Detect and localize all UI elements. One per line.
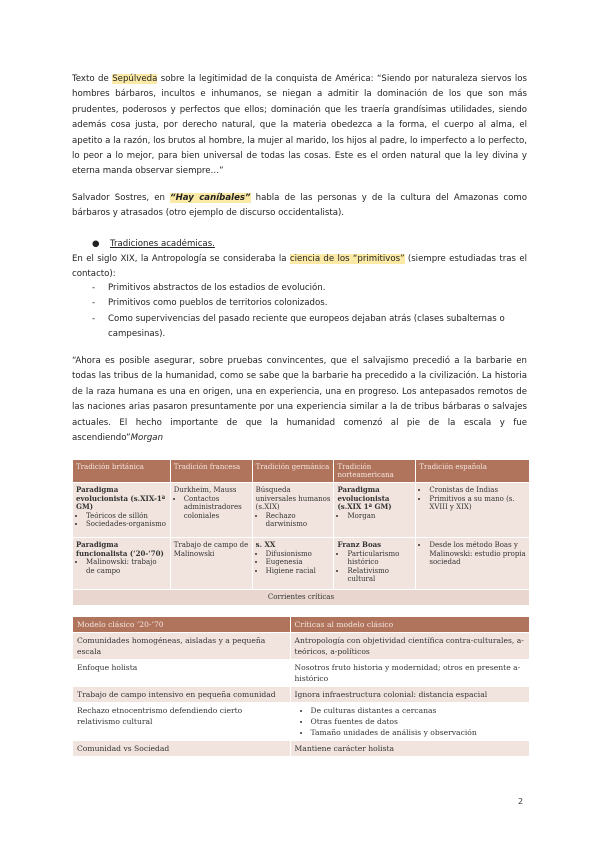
table-row: [73, 483, 530, 538]
list-item: - Primitivos como pueblos de territorios colonizados.: [92, 296, 527, 311]
model-critique-table: [72, 616, 530, 757]
table-cell: Antropología con objetividad científica contra-culturales, a-teóricos, a-políticos: [290, 633, 529, 660]
table-row: [73, 538, 530, 590]
table-cell: Paradigma evolucionista (s.XIX-1ª GM) • Teóricos de sillón • Sociedades-organismo: [73, 483, 171, 538]
intro-paragraph: En el siglo XIX, la Antropología se consideraba la ciencia de los “primitivos” (siempre estudiadas tras el contacto):: [72, 254, 527, 280]
list-item: - Como supervivencias del pasado reciente que europeos dejaban atrás (clases subalternas o campesinas).: [92, 312, 527, 343]
table-header-cell: Tradición francesa: [170, 460, 252, 483]
table-cell: Franz Boas • Particularismo histórico • Relativismo cultural: [334, 538, 416, 590]
table-header-cell: Modelo clásico ’20-’70: [73, 617, 291, 633]
table-cell: Mantiene carácter holista: [290, 741, 529, 757]
table-cell: Paradigma funcionalista (‘20-‘70) • Malinowski: trabajo de campo: [73, 538, 171, 590]
sostres-paragraph: Salvador Sostres, en “Hay caníbales” habla de las personas y de la cultura del Amazonas como bárbaros y atrasados (otro ejemplo de discurso occidentalista).: [72, 193, 528, 219]
traditions-table: [72, 459, 530, 606]
table-cell: Rechazo etnocentrismo defendiendo cierto relativismo cultural: [73, 703, 291, 741]
table-header-cell: Críticas al modelo clásico: [290, 617, 529, 633]
table-cell: Comunidades homogéneas, aisladas y a pequeña escala: [73, 633, 291, 660]
table-header-cell: Tradición norteamericana: [334, 460, 416, 483]
bullet-icon: ●: [92, 239, 100, 249]
section-heading-text: Tradiciones académicas.: [110, 239, 215, 249]
table-cell: Ignora infraestructura colonial: distancia espacial: [290, 687, 529, 703]
table-header-row: [73, 460, 530, 483]
table-footer-cell: Corrientes críticas: [73, 590, 530, 606]
table-cell: Paradigma evolucionista (s.XIX 1ª GM) • Morgan: [334, 483, 416, 538]
quote-author: Morgan: [130, 433, 164, 444]
table-row: [73, 687, 530, 703]
table-cell: • Cronistas de Indias • Primitivos a su mano (s. XVIII y XIX): [416, 483, 530, 538]
table-cell: • Desde los método Boas y Malinowski: estudio propia sociedad: [416, 538, 530, 590]
page-number: 2: [518, 797, 524, 806]
morgan-quote: “Ahora es posible asegurar, sobre pruebas convincentes, que el salvajismo precedió a la barbarie en todas las tribus de la humanidad, como se sabe que la barbarie ha precedido a la civilización. La historia de la raza humana es una en origen, una en experiencia, una en progreso. Los antepasados remotos de las naciones arias pasaron presuntamente por una experiencia similar a la de tribus bárbaras o salvajes actuales. El hecho importante de que la humanidad comenzó al pie de la escala y fue ascendiendo”Morgan: [72, 356, 527, 444]
title-highlight: “Hay caníbales”: [170, 193, 251, 203]
table-header-cell: Tradición germánica: [252, 460, 334, 483]
table-cell: Enfoque holista: [73, 660, 291, 687]
table-header-row: [73, 617, 530, 633]
sepulveda-paragraph: Texto de Sepúlveda sobre la legitimidad de la conquista de América: “Siendo por naturaleza siervos los hombres bárbaros, incultos e inhumanos, se niegan a admitir la dominación de los que son más prudentes, poderosos y perfectos que ellos; dominación que les traería grandísimas utilidades, siendo además cosa justa, por derecho natural, que la materia obedezca a la forma, el cuerpo al alma, el apetito a la razón, los brutos al hombre, la mujer al marido, los hijos al padre, lo imperfecto a lo perfecto, lo peor a lo mejor, para bien universal de todas las cosas. Este es el orden natural que la ley divina y eterna manda observar siempre…”: [72, 74, 527, 177]
table-row: [73, 741, 530, 757]
table-cell: Durkheim, Mauss • Contactos administradores coloniales: [170, 483, 252, 538]
author-highlight: Sepúlveda: [112, 74, 158, 84]
table-footer-row: [73, 590, 530, 606]
table-cell: Trabajo de campo intensivo en pequeña comunidad: [73, 687, 291, 703]
dash-list: [92, 281, 527, 343]
table-cell: Trabajo de campo de Malinowski: [170, 538, 252, 590]
table-cell: Comunidad vs Sociedad: [73, 741, 291, 757]
table-cell: s. XX • Difusionismo • Eugenesia • Higiene racial: [252, 538, 334, 590]
table-row: [73, 703, 530, 741]
list-item: - Primitivos abstractos de los estadios de evolución.: [92, 281, 527, 296]
table-cell: Búsqueda universales humanos (s.XIX) • Rechazo darwinismo: [252, 483, 334, 538]
section-heading: [92, 237, 215, 251]
table-row: [73, 660, 530, 687]
table-row: [73, 633, 530, 660]
table-header-cell: Tradición española: [416, 460, 530, 483]
table-header-cell: Tradición británica: [73, 460, 171, 483]
primitivos-highlight: ciencia de los “primitivos”: [289, 254, 405, 264]
table-cell: Nosotros fruto historia y modernidad; otros en presente a-histórico: [290, 660, 529, 687]
table-cell: • De culturas distantes a cercanas • Otras fuentes de datos • Tamaño unidades de análisis y observación: [290, 703, 529, 741]
